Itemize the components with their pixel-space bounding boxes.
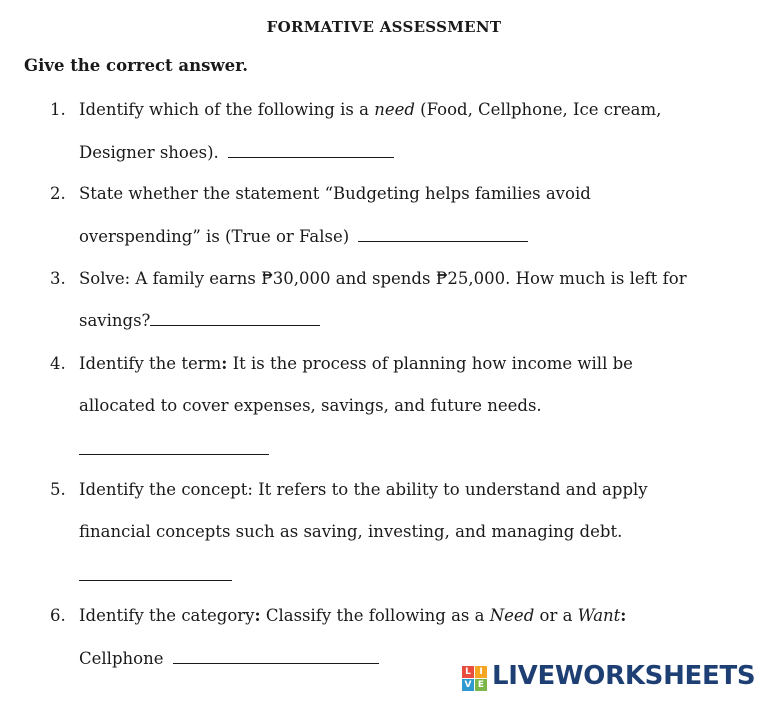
- answer-blank-4[interactable]: [79, 440, 269, 455]
- question-6-line-2: Cellphone: [79, 647, 379, 671]
- question-5-line-2: financial concepts such as saving, investing, and managing debt.: [79, 522, 623, 541]
- answer-blank-5[interactable]: [79, 566, 232, 581]
- answer-blank-3[interactable]: [150, 311, 320, 326]
- question-6-line-1: Identify the category: Classify the following as a Need or a Want:: [79, 606, 627, 625]
- question-2-line-2: overspending” is (True or False): [79, 225, 528, 249]
- logo-cell: I: [475, 666, 487, 678]
- answer-blank-1[interactable]: [228, 143, 394, 158]
- page-title: FORMATIVE ASSESSMENT: [266, 18, 502, 36]
- liveworksheets-logo: [462, 661, 762, 694]
- question-4-line-2: allocated to cover expenses, savings, and future needs.: [79, 396, 542, 415]
- question-4-line-1: Identify the term: It is the process of planning how income will be: [79, 354, 633, 373]
- question-number: 3.: [50, 269, 66, 288]
- question-3-line-2: savings?: [79, 309, 320, 333]
- question-5-line-1: Identify the concept: It refers to the ability to understand and apply: [79, 480, 648, 499]
- logo-cell: L: [462, 666, 474, 678]
- logo-icon: [462, 666, 488, 692]
- logo-cell: V: [462, 679, 474, 691]
- logo-text: LIVEWORKSHEETS: [492, 661, 756, 691]
- question-3-line-1: Solve: A family earns ₱30,000 and spends ₱25,000. How much is left for: [79, 269, 687, 288]
- logo-cell: E: [475, 679, 487, 691]
- question-number: 1.: [50, 100, 66, 119]
- question-number: 5.: [50, 480, 66, 499]
- question-1-line-1: Identify which of the following is a need (Food, Cellphone, Ice cream,: [79, 100, 662, 119]
- question-number: 6.: [50, 606, 66, 625]
- answer-blank-2[interactable]: [358, 227, 528, 242]
- question-1-line-2: Designer shoes).: [79, 141, 394, 165]
- question-2-line-1: State whether the statement “Budgeting helps families avoid: [79, 184, 591, 203]
- answer-blank-6[interactable]: [173, 649, 379, 664]
- question-number: 4.: [50, 354, 66, 373]
- instructions: Give the correct answer.: [24, 56, 248, 75]
- question-number: 2.: [50, 184, 66, 203]
